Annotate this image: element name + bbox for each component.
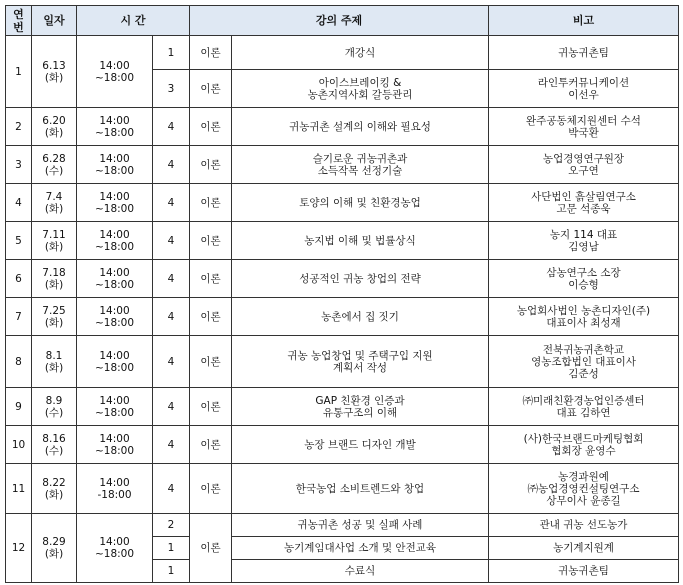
cell-date: 8.29 (화) xyxy=(32,514,77,583)
cell-note: ㈜미래친환경농업인증센터 대표 김하연 xyxy=(489,388,679,426)
cell-note: 농업경영연구원장 오구연 xyxy=(489,146,679,184)
cell-seq: 12 xyxy=(6,514,32,583)
table-row xyxy=(6,336,679,388)
table-row xyxy=(6,298,679,336)
header-time: 시 간 xyxy=(77,6,190,36)
cell-hours: 2 xyxy=(153,514,190,537)
cell-note: 사단법인 흙살림연구소 고문 석종욱 xyxy=(489,184,679,222)
cell-time: 14:00 ~18:00 xyxy=(77,260,153,298)
cell-seq: 3 xyxy=(6,146,32,184)
header-seq: 연 번 xyxy=(6,6,32,36)
cell-type: 이론 xyxy=(190,260,232,298)
cell-hours: 4 xyxy=(153,336,190,388)
cell-time: 14:00 -18:00 xyxy=(77,464,153,514)
cell-type: 이론 xyxy=(190,426,232,464)
table-row xyxy=(6,146,679,184)
cell-seq: 11 xyxy=(6,464,32,514)
cell-date: 7.18 (화) xyxy=(32,260,77,298)
cell-type: 이론 xyxy=(190,464,232,514)
cell-type: 이론 xyxy=(190,70,232,108)
table-row xyxy=(6,36,679,70)
cell-topic: 농촌에서 집 짓기 xyxy=(232,298,489,336)
cell-hours: 1 xyxy=(153,560,190,583)
cell-type: 이론 xyxy=(190,146,232,184)
cell-hours: 4 xyxy=(153,108,190,146)
cell-type: 이론 xyxy=(190,388,232,426)
cell-seq: 8 xyxy=(6,336,32,388)
cell-seq: 5 xyxy=(6,222,32,260)
cell-topic: 수료식 xyxy=(232,560,489,583)
table-row xyxy=(6,108,679,146)
cell-date: 8.22 (화) xyxy=(32,464,77,514)
lecture-schedule-table xyxy=(5,5,679,583)
cell-topic: 토양의 이해 및 친환경농업 xyxy=(232,184,489,222)
cell-date: 8.16 (수) xyxy=(32,426,77,464)
cell-hours: 1 xyxy=(153,36,190,70)
cell-hours: 4 xyxy=(153,464,190,514)
cell-hours: 1 xyxy=(153,537,190,560)
cell-seq: 9 xyxy=(6,388,32,426)
table-row xyxy=(6,426,679,464)
cell-topic: 농지법 이해 및 법률상식 xyxy=(232,222,489,260)
cell-seq: 2 xyxy=(6,108,32,146)
cell-topic: 슬기로운 귀농귀촌과 소득작목 선정기술 xyxy=(232,146,489,184)
cell-type: 이론 xyxy=(190,184,232,222)
cell-note: (사)한국브랜드마케팅협회 협회장 윤영수 xyxy=(489,426,679,464)
cell-time: 14:00 ~18:00 xyxy=(77,336,153,388)
header-note: 비고 xyxy=(489,6,679,36)
cell-hours: 3 xyxy=(153,70,190,108)
cell-hours: 4 xyxy=(153,298,190,336)
cell-time: 14:00 ~18:00 xyxy=(77,184,153,222)
cell-seq: 6 xyxy=(6,260,32,298)
cell-type: 이론 xyxy=(190,222,232,260)
cell-date: 7.4 (화) xyxy=(32,184,77,222)
cell-hours: 4 xyxy=(153,426,190,464)
cell-topic: 귀농귀촌 설계의 이해와 필요성 xyxy=(232,108,489,146)
cell-time: 14:00 ~18:00 xyxy=(77,222,153,260)
table-row xyxy=(6,222,679,260)
cell-note: 관내 귀농 선도농가 xyxy=(489,514,679,537)
cell-type: 이론 xyxy=(190,108,232,146)
cell-type: 이론 xyxy=(190,336,232,388)
cell-seq: 7 xyxy=(6,298,32,336)
cell-time: 14:00 ~18:00 xyxy=(77,388,153,426)
cell-topic: GAP 친환경 인증과 유통구조의 이해 xyxy=(232,388,489,426)
cell-note: 농지 114 대표 김영남 xyxy=(489,222,679,260)
cell-note: 귀농귀촌팀 xyxy=(489,36,679,70)
cell-date: 6.28 (수) xyxy=(32,146,77,184)
cell-topic: 귀농 농업창업 및 주택구입 지원 계획서 작성 xyxy=(232,336,489,388)
cell-date: 6.13 (화) xyxy=(32,36,77,108)
cell-note: 농업회사법인 농촌디자인(주) 대표이사 최성재 xyxy=(489,298,679,336)
cell-topic: 귀농귀촌 성공 및 실패 사례 xyxy=(232,514,489,537)
table-row xyxy=(6,514,679,537)
cell-seq: 4 xyxy=(6,184,32,222)
cell-type: 이론 xyxy=(190,36,232,70)
cell-hours: 4 xyxy=(153,260,190,298)
cell-hours: 4 xyxy=(153,222,190,260)
table-row xyxy=(6,464,679,514)
cell-date: 8.9 (수) xyxy=(32,388,77,426)
cell-hours: 4 xyxy=(153,146,190,184)
cell-hours: 4 xyxy=(153,388,190,426)
cell-note: 농기계지원계 xyxy=(489,537,679,560)
table-row xyxy=(6,260,679,298)
cell-topic: 아이스브레이킹 & 농촌지역사회 갈등관리 xyxy=(232,70,489,108)
cell-note: 전북귀농귀촌학교 영농조합법인 대표이사 김준성 xyxy=(489,336,679,388)
cell-topic: 농장 브랜드 디자인 개발 xyxy=(232,426,489,464)
cell-note: 농경과원예 ㈜농업경영컨설팅연구소 상무이사 윤종길 xyxy=(489,464,679,514)
table-row xyxy=(6,184,679,222)
cell-time: 14:00 ~18:00 xyxy=(77,426,153,464)
table-row xyxy=(6,388,679,426)
schedule-body xyxy=(6,36,679,583)
cell-time: 14:00 ~18:00 xyxy=(77,514,153,583)
cell-hours: 4 xyxy=(153,184,190,222)
cell-seq: 10 xyxy=(6,426,32,464)
cell-note: 삼농연구소 소장 이승형 xyxy=(489,260,679,298)
cell-date: 7.11 (화) xyxy=(32,222,77,260)
cell-note: 라인투커뮤니케이션 이선우 xyxy=(489,70,679,108)
header-date: 일자 xyxy=(32,6,77,36)
cell-time: 14:00 ~18:00 xyxy=(77,108,153,146)
cell-topic: 한국농업 소비트렌드와 창업 xyxy=(232,464,489,514)
cell-topic: 개강식 xyxy=(232,36,489,70)
cell-type: 이론 xyxy=(190,298,232,336)
cell-date: 6.20 (화) xyxy=(32,108,77,146)
header-topic: 강의 주제 xyxy=(190,6,489,36)
cell-note: 완주공동체지원센터 수석 박국환 xyxy=(489,108,679,146)
cell-date: 7.25 (화) xyxy=(32,298,77,336)
cell-seq: 1 xyxy=(6,36,32,108)
cell-type: 이론 xyxy=(190,514,232,583)
cell-topic: 성공적인 귀농 창업의 전략 xyxy=(232,260,489,298)
cell-time: 14:00 ~18:00 xyxy=(77,146,153,184)
cell-time: 14:00 ~18:00 xyxy=(77,36,153,108)
cell-note: 귀농귀촌팀 xyxy=(489,560,679,583)
cell-time: 14:00 ~18:00 xyxy=(77,298,153,336)
header-row xyxy=(6,6,679,36)
cell-date: 8.1 (화) xyxy=(32,336,77,388)
cell-topic: 농기계임대사업 소개 및 안전교육 xyxy=(232,537,489,560)
